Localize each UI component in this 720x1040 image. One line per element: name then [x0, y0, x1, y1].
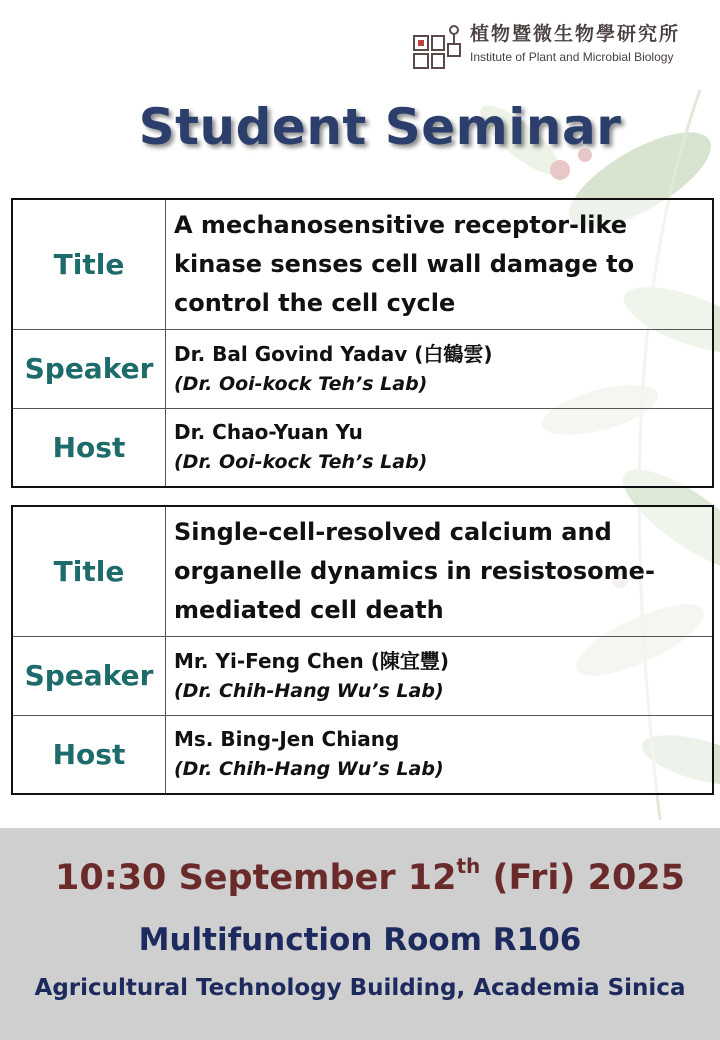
institute-name-en: Institute of Plant and Microbial Biology	[470, 50, 674, 64]
page-title: Student Seminar	[138, 98, 622, 156]
title-label: Title	[12, 199, 166, 329]
speaker-label: Speaker	[12, 636, 166, 715]
title-label: Title	[12, 506, 166, 636]
host-lab: (Dr. Ooi-kock Teh’s Lab)	[174, 451, 428, 474]
host-name: Ms. Bing-Jen Chiang	[174, 727, 400, 752]
seminar-table-1	[11, 198, 714, 488]
seminar-title: A mechanosensitive receptor-like kinase senses cell wall damage to control the cell cycle	[174, 210, 635, 317]
institute-logo	[412, 22, 680, 74]
speaker-label: Speaker	[12, 329, 166, 408]
speaker-name: Dr. Bal Govind Yadav (白鶴雲)	[174, 341, 493, 366]
speaker-lab: (Dr. Ooi-kock Teh’s Lab)	[174, 372, 428, 395]
seminar-title: Single-cell-resolved calcium and organelle dynamics in resistosome-mediated cell death	[174, 517, 655, 624]
host-lab: (Dr. Chih-Hang Wu’s Lab)	[174, 758, 444, 781]
date-rest: (Fri) 2025	[480, 858, 685, 898]
date-ordinal-suffix: th	[456, 854, 481, 878]
seminar-table-2	[11, 505, 714, 795]
event-room: Multifunction Room R106	[138, 922, 582, 958]
host-label: Host	[12, 408, 166, 487]
date-prefix: 10:30 September 12	[55, 858, 457, 898]
speaker-name: Mr. Yi-Feng Chen (陳宜豐)	[174, 648, 450, 673]
institute-emblem-icon	[412, 22, 464, 74]
host-name: Dr. Chao-Yuan Yu	[174, 420, 363, 445]
institute-name-zh: 植物暨微生物學研究所	[470, 23, 681, 45]
host-label: Host	[12, 715, 166, 794]
event-building: Agricultural Technology Building, Academia Sinica	[34, 975, 686, 1001]
event-date	[0, 854, 720, 898]
speaker-lab: (Dr. Chih-Hang Wu’s Lab)	[174, 679, 444, 702]
